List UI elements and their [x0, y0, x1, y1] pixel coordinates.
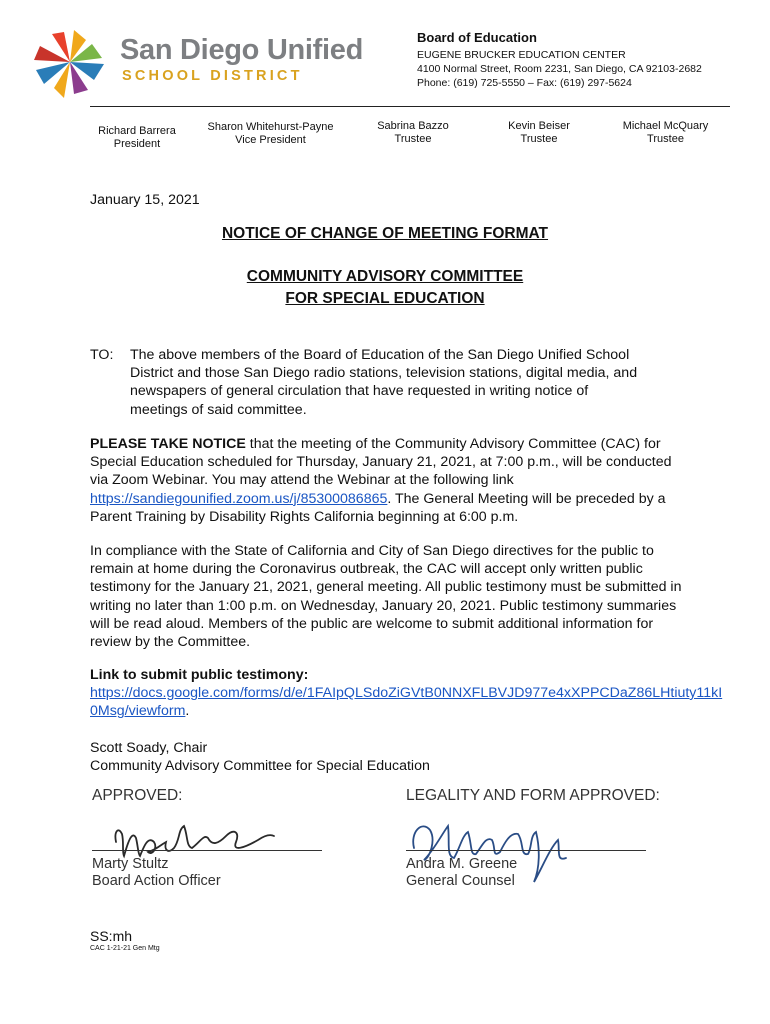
member-name: Michael McQuary: [622, 120, 709, 132]
compliance-paragraph: In compliance with the State of California and City of San Diego directives for the public to remain at home during the Coronavirus outbreak, the CAC will accept only written public testimony for the January 21, 2021, general meeting. All public testimony must be submitted in writing no later than 1:00 p.m. on Wednesday, January 20, 2021. Public testimony summaries will be read aloud. Members of the public are welcome to submit additional information for review by the Committee.: [90, 543, 682, 651]
board-member: [198, 121, 343, 147]
approver-role: Board Action Officer: [92, 873, 221, 889]
notice-text: . The General Meeting will be preceded by a Parent Training by Disability Rights California beginning at 6:00 p.m.: [90, 490, 666, 525]
board-member: [82, 125, 192, 151]
document-code: CAC 1-21-21 Gen Mtg: [90, 945, 160, 952]
member-name: Sabrina Bazzo: [377, 120, 449, 132]
to-line: The above members of the Board of Education of the San Diego Unified School: [130, 347, 630, 363]
district-logo-name: San Diego Unified: [120, 34, 364, 66]
committee-title: FOR SPECIAL EDUCATION: [285, 290, 485, 307]
testimony-link-label: Link to submit public testimony:: [90, 667, 309, 683]
notice-text: that the meeting of the Community Advisory Committee (CAC) for Special Education scheduled for Thursday, January 21, 2021, at 7:00 p.m., will be conducted via Zoom Webinar. You may attend the Webinar at the following link: [90, 436, 672, 489]
district-logo-icon: [30, 28, 110, 100]
phone-line: Phone: (619) 725-5550 – Fax: (619) 297-5624: [417, 77, 632, 89]
counsel-role: General Counsel: [406, 873, 515, 889]
zoom-webinar-link[interactable]: https://sandiegounified.zoom.us/j/85300086865: [90, 490, 388, 507]
member-role: Trustee: [647, 133, 684, 145]
typist-initials: SS:mh: [90, 928, 133, 944]
member-role: Vice President: [235, 134, 306, 146]
board-member: [608, 120, 723, 146]
letter-date: January 15, 2021: [90, 192, 200, 208]
period: .: [185, 703, 190, 720]
board-title: Board of Education: [417, 30, 537, 45]
to-recipients: [130, 346, 690, 419]
header-divider: [90, 106, 730, 107]
board-member: [358, 120, 468, 146]
signer-title: Community Advisory Committee for Special Education: [90, 758, 430, 774]
testimony-form-link[interactable]: https://docs.google.com/forms/d/e/1FAIpQLSdoZiGVtB0NNXFLBVJD977e4xXPPCDaZ86LHtiuty11kI0Msg/viewform: [90, 685, 723, 720]
district-logo-subtitle: SCHOOL DISTRICT: [122, 68, 303, 84]
member-name: Richard Barrera: [98, 125, 176, 137]
to-line: newspapers of general circulation that have requested in writing notice of: [130, 383, 589, 400]
committee-title: COMMUNITY ADVISORY COMMITTEE: [246, 268, 524, 285]
signer-name: Scott Soady, Chair: [90, 740, 208, 756]
address-line: 4100 Normal Street, Room 2231, San Diego, CA 92103-2682: [417, 63, 702, 75]
member-name: Kevin Beiser: [508, 120, 570, 132]
member-name: Sharon Whitehurst-Payne: [207, 121, 334, 133]
to-line: District and those San Diego radio stations, television stations, digital media, and: [130, 365, 638, 382]
to-label: TO:: [90, 347, 114, 363]
notice-emphasis: PLEASE TAKE NOTICE: [90, 436, 246, 452]
notice-title: NOTICE OF CHANGE OF MEETING FORMAT: [221, 225, 549, 242]
notice-paragraph: [90, 435, 690, 526]
member-role: Trustee: [394, 133, 432, 145]
signature-line: [406, 850, 646, 851]
testimony-link-block: [90, 684, 730, 720]
approver-name: Marty Stultz: [92, 856, 169, 872]
legality-label: LEGALITY AND FORM APPROVED:: [406, 787, 660, 804]
signature-line: [92, 850, 322, 851]
to-line: meetings of said committee.: [130, 401, 307, 418]
member-role: President: [113, 138, 161, 150]
counsel-name: Andra M. Greene: [406, 856, 518, 872]
approved-label: APPROVED:: [92, 787, 183, 804]
member-role: Trustee: [520, 133, 558, 145]
board-member: [484, 120, 594, 146]
address-line: EUGENE BRUCKER EDUCATION CENTER: [417, 49, 626, 61]
